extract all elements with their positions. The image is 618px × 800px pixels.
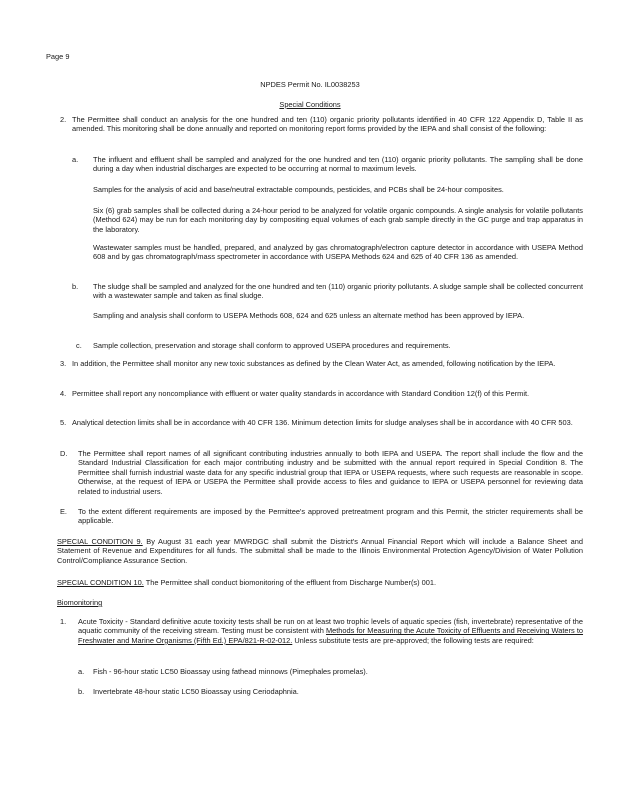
- special-condition-10-label: SPECIAL CONDITION 10.: [57, 578, 144, 587]
- section-title: Special Conditions: [279, 100, 341, 109]
- special-condition-10: [57, 578, 583, 587]
- item-e-label: E.: [60, 507, 67, 516]
- item-2-number: 2.: [60, 115, 67, 124]
- item-2b-label: b.: [72, 282, 79, 291]
- item-2c-label: c.: [76, 341, 82, 350]
- bio-item-1-text: [78, 617, 583, 645]
- bio-item-1-text-b: Unless substitute tests are pre-approved; the following tests are required:: [294, 635, 534, 645]
- item-e-text: To the extent different requirements are imposed by the Permittee's approved pretreatment program and this Permit, the stricter requirements shall be applicable.: [78, 507, 583, 526]
- bio-item-1-number: 1.: [60, 617, 67, 626]
- special-condition-9: [57, 537, 583, 565]
- item-2a-para-4: Wastewater samples must be handled, prepared, and analyzed by gas chromatograph/electron capture detector in accordance with USEPA Method 608 and by gas chromatograph/mass spectrometer in accordance with USEPA Methods 624 and 625 of 40 CFR 136 as amended.: [93, 243, 583, 262]
- item-2-text: The Permittee shall conduct an analysis for the one hundred and ten (110) organic priority pollutants identified in 40 CFR 122 Appendix D, Table II as amended. This monitoring shall be done annually and reported on monitoring report forms provided by the IEPA and shall consist of the following:: [72, 115, 583, 134]
- item-4-text: Permittee shall report any noncompliance with effluent or water quality standards in accordance with Standard Condition 12(f) of this Permit.: [72, 389, 530, 398]
- item-4-number: 4.: [60, 389, 67, 398]
- special-condition-9-label: SPECIAL CONDITION 9.: [57, 537, 143, 546]
- item-2b-para-2: Sampling and analysis shall conform to USEPA Methods 608, 624 and 625 unless an alternate method has been approved by IEPA.: [93, 311, 525, 320]
- item-d-text: The Permittee shall report names of all significant contributing industries annually to both IEPA and USEPA. The report shall include the flow and the Standard Industrial Classification for each major contributing industry and be submitted with the annual report required in Special Condition 8. The Permittee shall furnish industrial waste data for any specific industrial group that IEPA or USEPA requests, where such requests are reasonable in scope. Otherwise, at the request of IEPA or USEPA the Permittee shall provide access to files and guidance to IEPA or USEPA personnel for reviewing data related to industrial users.: [78, 449, 583, 496]
- item-2a-label: a.: [72, 155, 79, 164]
- permit-title: NPDES Permit No. IL0038253: [260, 80, 360, 89]
- bio-item-a-text: Fish - 96-hour static LC50 Bioassay using fathead minnows (Pimephales promelas).: [93, 667, 368, 676]
- item-5-text: Analytical detection limits shall be in accordance with 40 CFR 136. Minimum detection limits for sludge analyses shall be in accordance with 40 CFR 503.: [72, 418, 573, 427]
- special-condition-10-text: The Permittee shall conduct biomonitoring of the effluent from Discharge Number(s) 001.: [145, 578, 437, 587]
- item-2c-text: Sample collection, preservation and storage shall conform to approved USEPA procedures and requirements.: [93, 341, 451, 350]
- item-2a-text: The influent and effluent shall be sampled and analyzed for the one hundred and ten (110) organic priority pollutants. The sampling shall be done during a day when industrial discharges are expected to be occurring at normal to maximum levels.: [93, 155, 583, 174]
- bio-item-b-label: b.: [78, 687, 85, 696]
- item-3-number: 3.: [60, 359, 67, 368]
- bio-item-a-label: a.: [78, 667, 85, 676]
- bio-item-b-text: Invertebrate 48-hour static LC50 Bioassay using Ceriodaphnia.: [93, 687, 299, 696]
- biomonitoring-heading: Biomonitoring: [57, 598, 103, 607]
- item-d-label: D.: [60, 449, 68, 458]
- item-2a-para-3: Six (6) grab samples shall be collected during a 24-hour period to be analyzed for volatile organic compounds. A single analysis for volatile pollutants (Method 624) may be run for each monitoring day by compositing equal volumes of each grab sample directly in the GC purge and trap apparatus in the laboratory.: [93, 206, 583, 234]
- item-2a-para-2: Samples for the analysis of acid and base/neutral extractable compounds, pesticides, and PCBs shall be 24-hour composites.: [93, 185, 504, 194]
- item-5-number: 5.: [60, 418, 67, 427]
- special-condition-9-text: By August 31 each year MWRDGC shall submit the District's Annual Financial Report which will include a Balance Sheet and Statement of Revenue and Expenditures for all funds. The submittal shall be made to the Illinois Environmental Protection Agency/Division of Water Pollution Control/Compliance Assurance Section.: [57, 537, 583, 565]
- item-3-text: In addition, the Permittee shall monitor any new toxic substances as defined by the Clean Water Act, as amended, following notification by the IEPA.: [72, 359, 556, 368]
- bio-item-1-text-a: Acute Toxicity - Standard definitive acute toxicity tests shall be run on at least two trophic levels of aquatic species (fish, invertebrate) representative of the aquatic community of the receiving stream. Testing must be consistent with: [78, 617, 583, 636]
- item-2b-text: The sludge shall be sampled and analyzed for the one hundred and ten (110) organic priority pollutants. A sludge sample shall be collected concurrent with a wastewater sample and taken as final sludge.: [93, 282, 584, 301]
- bio-item-1-method-reference: Methods for Measuring the Acute Toxicity of Effluents and Receiving Waters to Freshwater and Marine Organisms (Fifth Ed.) EPA/821-R-02-012.: [78, 626, 584, 645]
- page-number: Page 9: [46, 52, 70, 61]
